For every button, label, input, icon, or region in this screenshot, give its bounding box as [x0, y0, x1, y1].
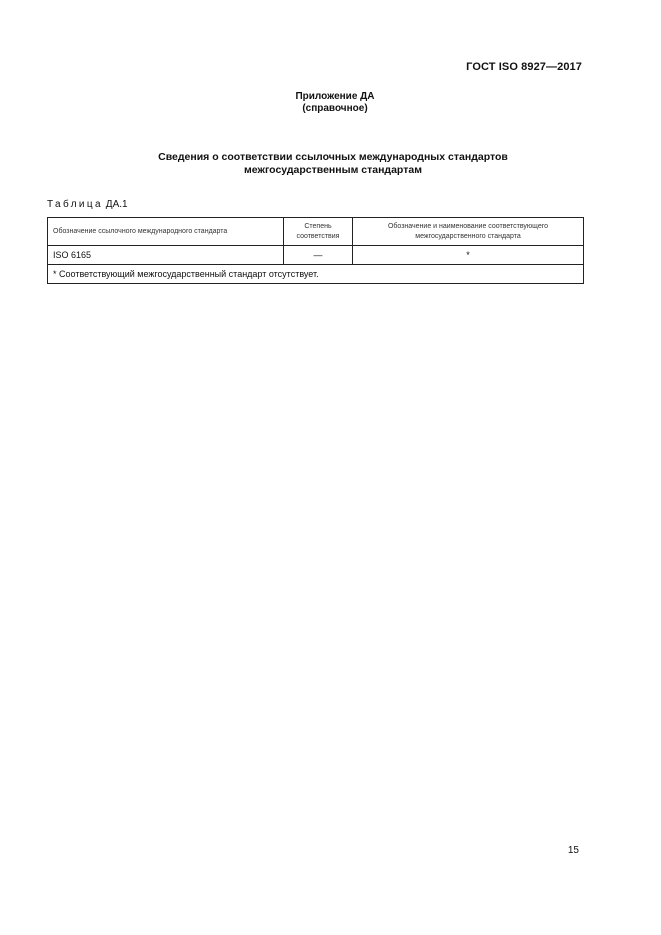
- table-row: [48, 246, 584, 265]
- table-footnote: * Соответствующий межгосударственный стандарт отсутствует.: [48, 265, 584, 284]
- cell-interstate: *: [353, 246, 584, 265]
- table-caption: [47, 199, 128, 210]
- annex-heading: [0, 91, 661, 115]
- section-heading: [0, 151, 661, 177]
- cell-standard: ISO 6165: [48, 246, 284, 265]
- header-interstate-standard: Обозначение и наименование соответствующего межгосударственного стандарта: [353, 218, 584, 246]
- reference-standards-table: [47, 217, 584, 284]
- header-standard-designation: Обозначение ссылочного международного стандарта: [48, 218, 284, 246]
- table-caption-label: Таблица: [47, 199, 104, 210]
- header-degree-of-conformity: Степень соответствия: [284, 218, 353, 246]
- document-code: ГОСТ ISO 8927—2017: [466, 61, 582, 73]
- table-header-row: [48, 218, 584, 246]
- section-title-line-2: межгосударственным стандартам: [244, 164, 422, 176]
- table-caption-number: ДА.1: [105, 199, 128, 210]
- page-number: 15: [567, 845, 579, 856]
- annex-title: Приложение ДА: [295, 91, 375, 102]
- table-footnote-row: [48, 265, 584, 284]
- cell-degree: —: [284, 246, 353, 265]
- annex-subtitle: (справочное): [302, 103, 368, 114]
- section-title-line-1: Сведения о соответствии ссылочных международных стандартов: [158, 151, 508, 163]
